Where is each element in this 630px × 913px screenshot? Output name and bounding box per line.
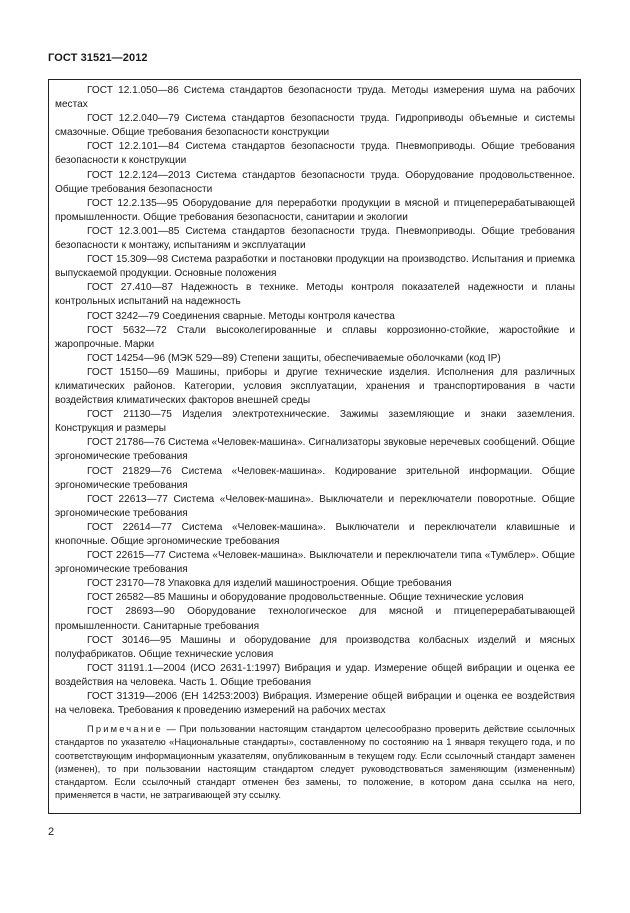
normative-references-frame (48, 79, 581, 814)
note-paragraph (55, 723, 575, 802)
reference-item: ГОСТ 12.3.001—85 Система стандартов безопасности труда. Пневмоприводы. Общие требования безопасности к монтажу, испытаниям и эксплуатации (55, 225, 575, 252)
note-label: Примечание (87, 724, 163, 735)
document-code: ГОСТ 31521—2012 (48, 52, 148, 64)
reference-item: ГОСТ 3242—79 Соединения сварные. Методы контроля качества (87, 310, 395, 322)
reference-item: ГОСТ 21130—75 Изделия электротехнические. Зажимы заземляющие и знаки заземления. Конструкция и размеры (55, 409, 575, 435)
page-number: 2 (48, 826, 55, 838)
reference-item: ГОСТ 15.309—98 Система разработки и постановки продукции на производство. Испытания и приемка выпускаемой продукции. Основные положения (55, 254, 575, 280)
reference-item: ГОСТ 28693—90 Оборудование технологическое для мясной и птицеперерабатывающей промышленности. Санитарные требования (55, 606, 575, 632)
reference-item: ГОСТ 22614—77 Система «Человек-машина». Выключатели и переключатели клавишные и кнопочные. Общие эргономические требования (55, 521, 575, 547)
reference-item: ГОСТ 12.2.040—79 Система стандартов безопасности труда. Гидроприводы объемные и системы смазочные. Общие требования безопасности конструкции (55, 113, 575, 139)
reference-item: ГОСТ 15150—69 Машины, приборы и другие технические изделия. Исполнения для различных климатических районов. Категории, условия эксплуатации, хранения и транспортирования в части воздействия климатических факторов внешней среды (55, 366, 575, 407)
reference-item: ГОСТ 31191.1—2004 (ИСО 2631-1:1997) Вибрация и удар. Измерение общей вибрации и оценка ее воздействия на человека. Часть 1. Общие требования (55, 662, 575, 688)
reference-item: ГОСТ 5632—72 Стали высоколегированные и сплавы коррозионно-стойкие, жаростойкие и жаропрочные. Марки (55, 324, 575, 350)
reference-list (55, 84, 575, 718)
note-text: — При пользовании настоящим стандартом целесообразно проверить действие ссылочных стандартов по указателю «Национальные стандарты», составленному по состоянию на 1 января текущего года, и по соответствующим информационным указателям, опубликованным в текущем году. Если ссылочный стандарт заменен (изменен), то при пользовании настоящим стандартом следует руководствоваться заменяющим (измененным) стандартом. Если ссылочный стандарт отменен без замены, то положение, в котором дана ссылка на него, применяется в части, не затрагивающей эту ссылку. (55, 724, 575, 801)
reference-item: ГОСТ 12.2.135—95 Оборудование для переработки продукции в мясной и птицеперерабатывающей промышленности. Общие требования безопасности, санитарии и экологии (55, 197, 575, 223)
reference-item: ГОСТ 21829—76 Система «Человек-машина». Кодирование зрительной информации. Общие эргономические требования (55, 465, 575, 491)
reference-item: ГОСТ 22613—77 Система «Человек-машина». Выключатели и переключатели поворотные. Общие эргономические требования (55, 493, 575, 519)
reference-item: ГОСТ 27.410—87 Надежность в технике. Методы контроля показателей надежности и планы контрольных испытаний на надежность (55, 282, 575, 308)
reference-item: ГОСТ 12.1.050—86 Система стандартов безопасности труда. Методы измерения шума на рабочих местах (55, 85, 575, 111)
reference-item: ГОСТ 12.2.124—2013 Система стандартов безопасности труда. Оборудование продовольственное. Общие требования безопасности (55, 169, 575, 195)
reference-item: ГОСТ 21786—76 Система «Человек-машина». Сигнализаторы звуковые неречевых сообщений. Общие эргономические требования (55, 437, 575, 463)
reference-item: ГОСТ 22615—77 Система «Человек-машина». Выключатели и переключатели типа «Тумблер». Общие эргономические требования (55, 550, 575, 576)
reference-item: ГОСТ 12.2.101—84 Система стандартов безопасности труда. Пневмоприводы. Общие требования безопасности к конструкции (55, 141, 575, 167)
reference-item: ГОСТ 14254—96 (МЭК 529—89) Степени защиты, обеспечиваемые оболочками (код IP) (87, 352, 501, 364)
reference-item: ГОСТ 23170—78 Упаковка для изделий машиностроения. Общие требования (87, 578, 452, 590)
reference-item: ГОСТ 30146—95 Машины и оборудование для производства колбасных изделий и мясных полуфабрикатов. Общие технические условия (55, 634, 575, 660)
reference-item: ГОСТ 26582—85 Машины и оборудование продовольственные. Общие технические условия (87, 592, 524, 604)
reference-item: ГОСТ 31319—2006 (ЕН 14253:2003) Вибрация. Измерение общей вибрации и оценка ее воздействия на человека. Требования к проведению измерений на рабочих местах (55, 691, 575, 717)
